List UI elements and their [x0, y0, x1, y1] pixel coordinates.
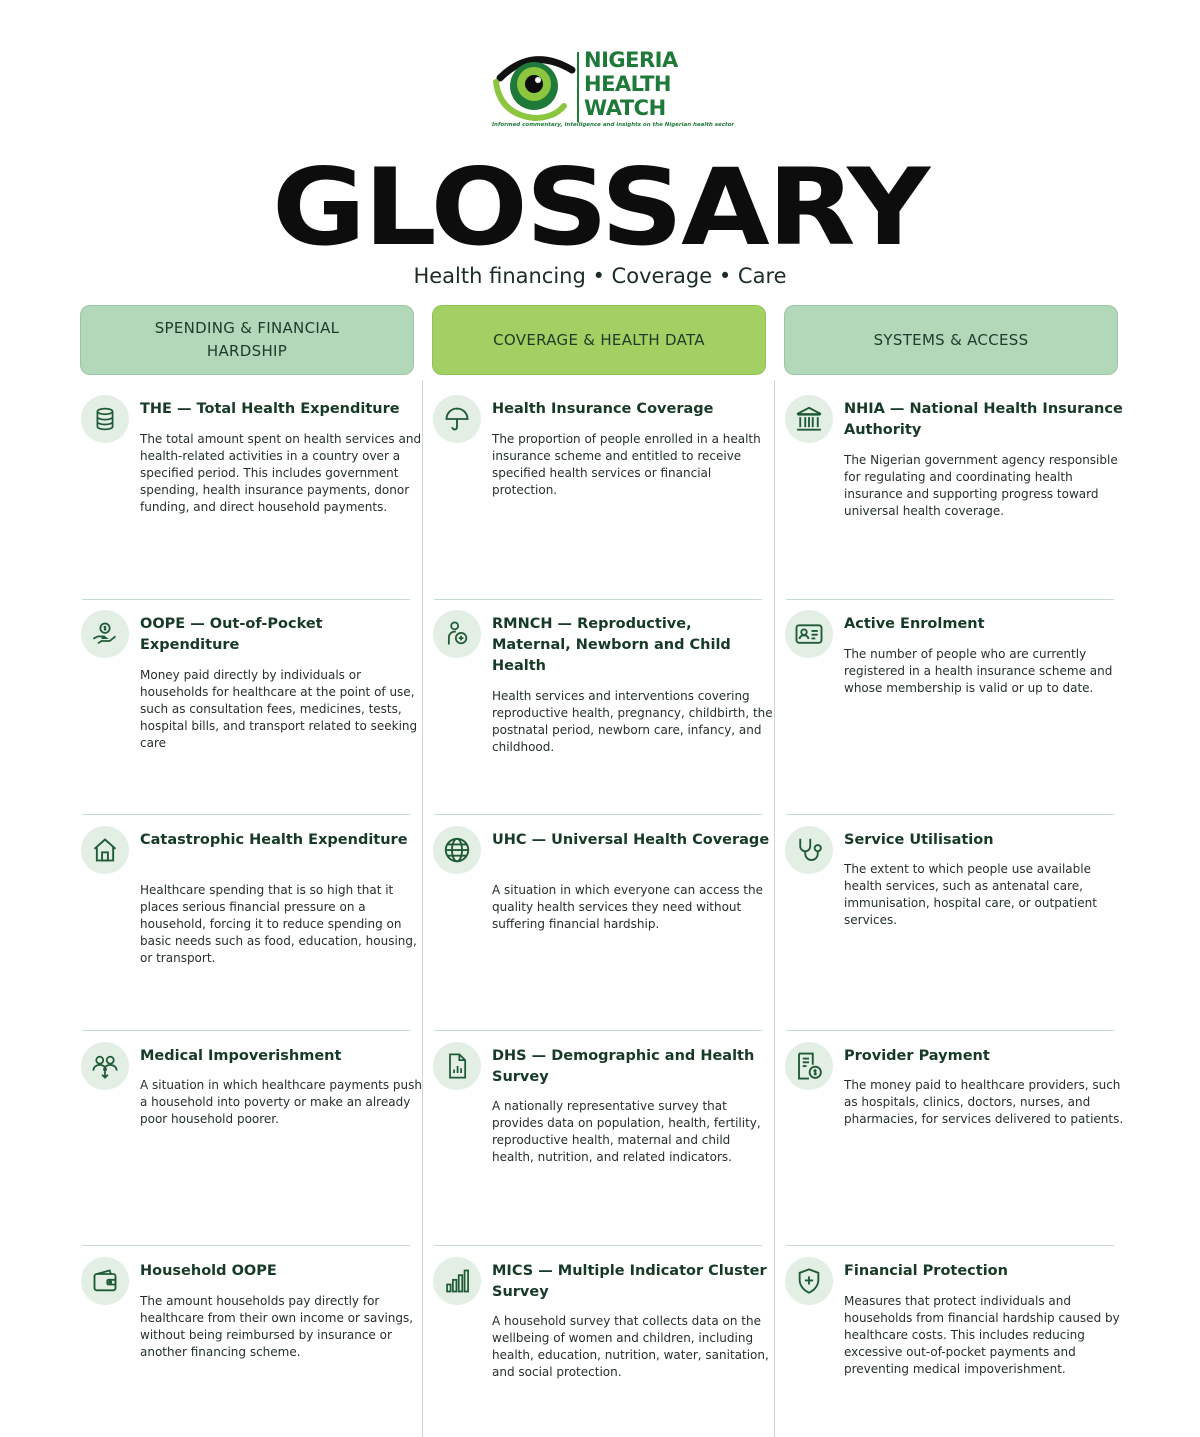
- glossary-entry: [80, 610, 418, 820]
- bar-chart-icon: [433, 1257, 481, 1305]
- term-title: Financial Protection: [844, 1263, 1008, 1279]
- term-definition: The money paid to healthcare providers, such as hospitals, clinics, doctors, nurses, and pharmacies, for services delivered to patients.: [844, 1078, 1124, 1126]
- entry-divider: [434, 1245, 762, 1246]
- entry-divider: [786, 599, 1114, 600]
- term-definition: A nationally representative survey that provides data on population, health, fertility, reproductive health, maternal and child health, nutrition, and related indicators.: [492, 1099, 761, 1164]
- umbrella-icon: [433, 395, 481, 443]
- term-title: Active Enrolment: [844, 616, 985, 632]
- glossary-entry: [432, 395, 766, 605]
- term-definition: Money paid directly by individuals or households for healthcare at the point of use, such as consultation fees, medicines, tests, hospital bills, and transport related to seeking care: [140, 668, 418, 750]
- glossary-entry: [432, 1257, 769, 1437]
- wallet-icon: [81, 1257, 129, 1305]
- term-title: Medical Impoverishment: [140, 1048, 342, 1064]
- term-definition: Health services and interventions covering reproductive health, pregnancy, childbirth, the postnatal period, newborn care, infancy, and childhood.: [492, 689, 773, 754]
- term-title: OOPE — Out-of-Pocket Expenditure: [140, 616, 323, 653]
- entry-divider: [434, 1030, 762, 1031]
- column-spending: [80, 305, 414, 375]
- glossary-entry: [80, 1257, 414, 1437]
- term-definition: Measures that protect individuals and households from financial hardship caused by healthcare costs. This includes reducing excessive out-of-pocket payments and preventing medical impoverishment.: [844, 1294, 1120, 1376]
- term-title: Household OOPE: [140, 1263, 277, 1279]
- term-title: DHS — Demographic and Health Survey: [492, 1048, 755, 1085]
- entry-divider: [786, 1245, 1114, 1246]
- entry-divider: [434, 599, 762, 600]
- entry-divider: [786, 1030, 1114, 1031]
- logo-wordmark: [584, 48, 678, 120]
- logo-tagline: Informed commentary, intelligence and insights on the Nigerian health sector: [492, 122, 735, 128]
- brand-logo: [492, 46, 735, 130]
- glossary-entry: [432, 826, 770, 1036]
- column-coverage: [432, 305, 766, 375]
- entry-divider: [82, 599, 410, 600]
- logo-line-3: WATCH: [584, 96, 666, 120]
- glossary-entry: [784, 610, 1118, 820]
- term-definition: The proportion of people enrolled in a health insurance scheme and entitled to receive specified health services or financial protection.: [492, 432, 761, 497]
- entry-divider: [82, 814, 410, 815]
- glossary-entry: [80, 826, 417, 1036]
- glossary-entry: [432, 1042, 766, 1252]
- database-icon: [81, 395, 129, 443]
- entry-divider: [786, 814, 1114, 815]
- eye-logo-icon: [492, 48, 576, 122]
- entry-divider: [82, 1030, 410, 1031]
- institution-icon: [785, 395, 833, 443]
- glossary-entry: [784, 395, 1123, 605]
- people-down-arrow-icon: [81, 1042, 129, 1090]
- term-definition: The total amount spent on health services and health-related activities in a country over a specified period. This includes government spending, health insurance payments, donor funding, and direct household payments.: [140, 432, 422, 514]
- term-title: RMNCH — Reproductive, Maternal, Newborn and Child Health: [492, 616, 731, 674]
- term-definition: The number of people who are currently registered in a health insurance scheme and whose membership is valid or up to date.: [844, 647, 1113, 695]
- column-header: SPENDING & FINANCIAL HARDSHIP: [80, 305, 414, 375]
- page-title: GLOSSARY: [271, 146, 929, 269]
- stethoscope-icon: [785, 826, 833, 874]
- term-title: Service Utilisation: [844, 832, 994, 848]
- term-definition: The amount households pay directly for healthcare from their own income or savings, without being reimbursed by insurance or another financing scheme.: [140, 1294, 414, 1359]
- term-definition: A situation in which everyone can access the quality health services they need without suffering financial hardship.: [492, 883, 763, 931]
- column-separator: [422, 380, 423, 1437]
- term-definition: The Nigerian government agency responsible for regulating and coordinating health insurance and supporting progress toward universal health coverage.: [844, 453, 1118, 518]
- entry-divider: [82, 1245, 410, 1246]
- glossary-entry: [80, 395, 422, 605]
- globe-icon: [433, 826, 481, 874]
- column-header: SYSTEMS & ACCESS: [784, 305, 1118, 375]
- column-header: COVERAGE & HEALTH DATA: [432, 305, 766, 375]
- mother-child-icon: [433, 610, 481, 658]
- term-title: UHC — Universal Health Coverage: [492, 832, 770, 848]
- hand-coin-icon: [81, 610, 129, 658]
- logo-divider: [577, 52, 579, 122]
- term-title: Health Insurance Coverage: [492, 401, 714, 417]
- column-separator: [774, 380, 775, 1437]
- glossary-entry: [784, 1257, 1118, 1437]
- glossary-entry: [80, 1042, 423, 1252]
- document-chart-icon: [433, 1042, 481, 1090]
- column-systems: [784, 305, 1118, 375]
- logo-line-1: NIGERIA: [584, 48, 678, 72]
- term-title: Provider Payment: [844, 1048, 990, 1064]
- id-card-icon: [785, 610, 833, 658]
- shield-plus-icon: [785, 1257, 833, 1305]
- glossary-entry: [432, 610, 773, 820]
- entry-divider: [434, 814, 762, 815]
- term-title: THE — Total Health Expenditure: [140, 401, 400, 417]
- term-title: MICS — Multiple Indicator Cluster Survey: [492, 1263, 767, 1300]
- term-title: NHIA — National Health Insurance Authority: [844, 401, 1123, 438]
- glossary-entry: [784, 826, 1118, 1036]
- glossary-entry: [784, 1042, 1124, 1252]
- term-definition: The extent to which people use available health services, such as antenatal care, immunisation, hospital care, or outpatient services.: [844, 862, 1097, 927]
- invoice-payment-icon: [785, 1042, 833, 1090]
- logo-line-2: HEALTH: [584, 72, 671, 96]
- term-title: Catastrophic Health Expenditure: [140, 832, 408, 848]
- page-subtitle: Health financing • Coverage • Care: [413, 264, 787, 288]
- term-definition: A household survey that collects data on the wellbeing of women and children, including health, education, nutrition, water, sanitation, and social protection.: [492, 1314, 769, 1379]
- house-icon: [81, 826, 129, 874]
- term-definition: Healthcare spending that is so high that it places serious financial pressure on a household, forcing it to reduce spending on basic needs such as food, education, housing, or transport.: [140, 883, 417, 965]
- term-definition: A situation in which healthcare payments push a household into poverty or make an already poor household poorer.: [140, 1078, 423, 1126]
